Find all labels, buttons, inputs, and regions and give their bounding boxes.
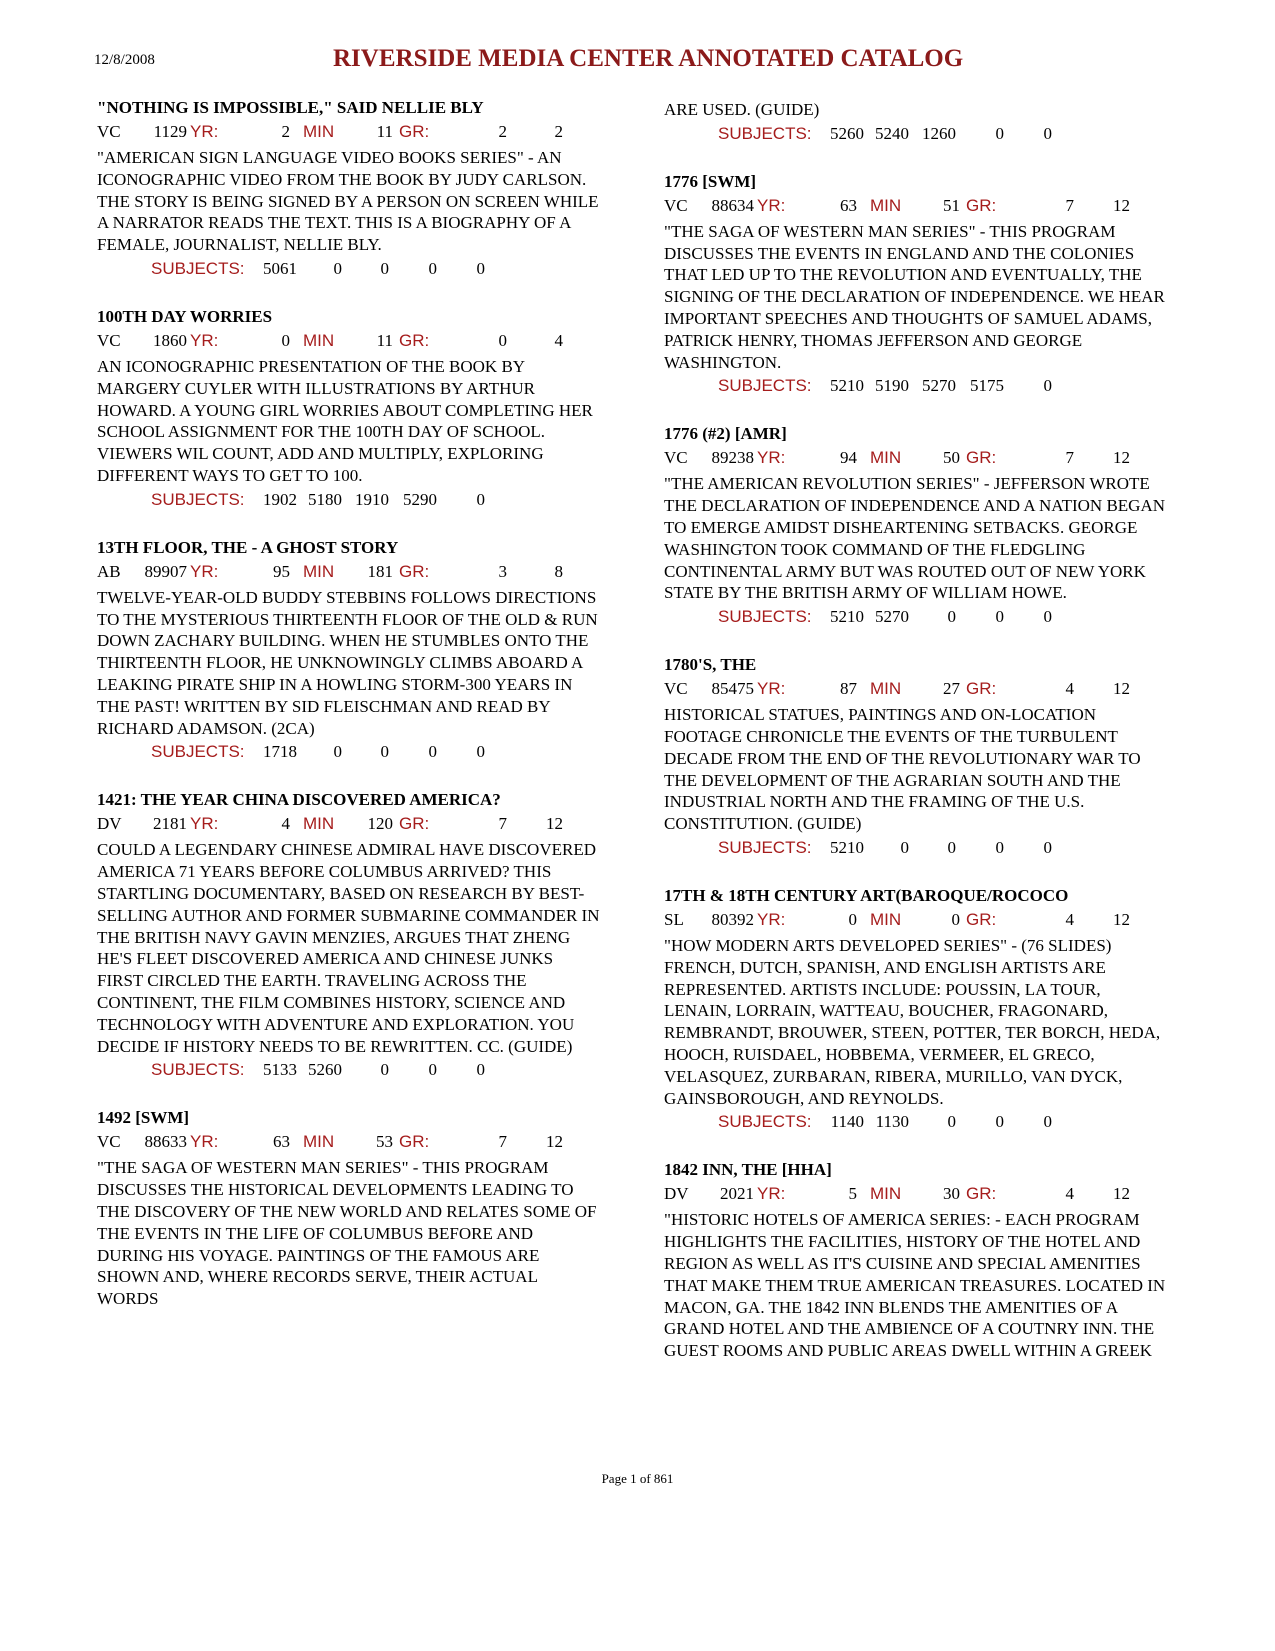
grade-from: 4: [1065, 909, 1074, 929]
entry-meta-row: [97, 1128, 602, 1155]
entry-meta-row: [664, 1180, 1169, 1207]
entry-meta-row: [97, 810, 602, 837]
yr-label: YR:: [190, 814, 219, 834]
entry-title: 1776 [SWM]: [664, 171, 757, 191]
entry-meta-row: [664, 192, 1169, 219]
grade-to: 12: [1113, 448, 1130, 468]
subject-code: 0: [947, 1112, 956, 1132]
grade-to: 12: [546, 814, 563, 834]
entry-meta-row: [664, 675, 1169, 702]
entry-spacer: [97, 513, 602, 537]
subject-code: 0: [476, 1060, 485, 1080]
subject-code: 5270: [875, 607, 909, 627]
yr-label: YR:: [190, 122, 219, 141]
grade-from: 4: [1065, 679, 1074, 699]
yr-label: YR:: [190, 1132, 219, 1152]
min-label: MIN: [870, 909, 902, 929]
catalog-entry: [97, 97, 602, 282]
format-code: DV: [97, 814, 122, 834]
format-code: VC: [664, 195, 688, 215]
subject-code: 0: [995, 123, 1004, 143]
format-code: VC: [97, 1132, 121, 1152]
subject-code: 5210: [830, 376, 864, 396]
yr-label: YR:: [190, 330, 219, 350]
grade-from: 4: [1065, 1184, 1074, 1204]
entry-title: "NOTHING IS IMPOSSIBLE," SAID NELLIE BLY: [97, 98, 484, 117]
entry-description: "HISTORIC HOTELS OF AMERICA SERIES: - EACH PROGRAM HIGHLIGHTS THE FACILITIES, HISTORY OF THE HOTEL AND REGION AS WELL AS IT'S CUISINE AND SPECIAL AMENITIES THAT MAKE THEM TRUE AMERICAN TREASURES. LOCATED IN MACON, GA. THE 1842 INN BLENDS THE AMENITIES OF A GRAND HOTEL AND THE AMBIENCE OF A COUTNRY INN. THE GUEST ROOMS AND PUBLIC AREAS DWELL WITHIN A GREEK: [664, 1210, 1166, 1361]
subject-code: 0: [995, 607, 1004, 627]
subjects-label: SUBJECTS:: [718, 1112, 812, 1132]
grade-from: 7: [1065, 448, 1074, 468]
yr-label: YR:: [757, 195, 786, 215]
entry-meta-row: [664, 444, 1169, 471]
subject-code: 0: [1043, 376, 1052, 396]
subject-code: 1910: [355, 489, 389, 509]
entry-title: 100TH DAY WORRIES: [97, 306, 273, 326]
subjects-label: SUBJECTS:: [718, 123, 812, 143]
subject-code: 5240: [875, 123, 909, 143]
catalog-entry: [664, 171, 1169, 400]
entry-description: "HOW MODERN ARTS DEVELOPED SERIES" - (76 SLIDES) FRENCH, DUTCH, SPANISH, AND ENGLISH ARTISTS ARE REPRESENTED. ARTISTS INCLUDE: POUSSIN, LA TOUR, LENAIN, LORRAIN, WATTEAU, BOUCHER, FRAGONARD, REMBRANDT, BROUWER, STEEN, POTTER, TER BORCH, HEDA, HOOCH, RUISDAEL, HOBBEMA, VERMEER, EL GRECO, VELASQUEZ, ZURBARAN, RIBERA, MURILLO, VAN DYCK, GAINSBOROUGH, AND REYNOLDS.: [664, 935, 1161, 1108]
year-value: 2: [281, 122, 290, 141]
yr-label: YR:: [757, 448, 786, 468]
subject-code: 1130: [875, 1112, 909, 1132]
year-value: 63: [840, 195, 857, 215]
entry-title: 1776 (#2) [AMR]: [664, 424, 787, 444]
subject-code: 5190: [875, 376, 909, 396]
entry-meta-row: [97, 327, 602, 354]
continued-entry: [664, 99, 1169, 147]
gr-label: GR:: [966, 909, 997, 929]
minutes-value: 27: [943, 679, 960, 699]
entry-title: 1421: THE YEAR CHINA DISCOVERED AMERICA?: [97, 790, 501, 810]
format-code: DV: [664, 1184, 689, 1204]
subject-code: 5260: [830, 123, 864, 143]
entry-description: ARE USED. (GUIDE): [664, 100, 820, 119]
gr-label: GR:: [399, 330, 430, 350]
gr-label: GR:: [966, 195, 997, 215]
year-value: 94: [840, 448, 857, 468]
catalog-id: 1860: [153, 330, 187, 350]
min-label: MIN: [303, 814, 335, 834]
year-value: 4: [281, 814, 290, 834]
gr-label: GR:: [399, 814, 430, 834]
catalog-entry: [97, 537, 602, 766]
entry-spacer: [97, 1083, 602, 1107]
gr-label: GR:: [966, 448, 997, 468]
min-label: MIN: [870, 1184, 902, 1204]
min-label: MIN: [870, 448, 902, 468]
grade-to: 4: [554, 330, 563, 350]
entry-meta-row: [97, 118, 602, 145]
entry-spacer: [664, 147, 1169, 171]
min-label: MIN: [870, 195, 902, 215]
entry-meta-row: [97, 558, 602, 585]
catalog-id: 80392: [711, 909, 754, 929]
left-column: [97, 97, 602, 1310]
yr-label: YR:: [757, 1184, 786, 1204]
subjects-row: [97, 487, 602, 513]
entry-title: 1492 [SWM]: [97, 1108, 190, 1128]
subject-code: 5210: [830, 607, 864, 627]
subject-code: 0: [1043, 1112, 1052, 1132]
entry-description: "AMERICAN SIGN LANGUAGE VIDEO BOOKS SERIES" - AN ICONOGRAPHIC VIDEO FROM THE BOOK BY JUDY CARLSON. THE STORY IS BEING SIGNED BY A PERSON ON SCREEN WHILE A NARRATOR READS THE TEXT. THIS IS A BIOGRAPHY OF A FEMALE, JOURNALIST, NELLIE BLY.: [97, 148, 599, 255]
subject-code: 0: [1043, 607, 1052, 627]
min-label: MIN: [303, 561, 335, 581]
subject-code: 1140: [830, 1112, 864, 1132]
entry-spacer: [664, 1135, 1169, 1159]
subject-code: 0: [995, 1112, 1004, 1132]
subjects-row: [664, 604, 1169, 630]
min-label: MIN: [870, 679, 902, 699]
year-value: 87: [840, 679, 857, 699]
entry-description: "THE AMERICAN REVOLUTION SERIES" - JEFFERSON WROTE THE DECLARATION OF INDEPENDENCE AND A NATION BEGAN TO EMERGE AMIDST DISHEARTENING SETBACKS. GEORGE WASHINGTON TOOK COMMAND OF THE FLEDGLING CONTINENTAL ARMY BUT WAS ROUTED OUT OF NEW YORK STATE BY THE BRITISH ARMY OF WILLIAM HOWE.: [664, 474, 1166, 603]
subjects-row: [97, 739, 602, 765]
grade-to: 8: [554, 561, 563, 581]
year-value: 5: [848, 1184, 857, 1204]
year-value: 63: [273, 1132, 290, 1152]
subjects-row: [664, 1109, 1169, 1135]
grade-from: 7: [1065, 195, 1074, 215]
subjects-label: SUBJECTS:: [151, 489, 245, 509]
catalog-id: 88633: [144, 1132, 187, 1152]
catalog-id: 1129: [153, 122, 187, 141]
entry-spacer: [97, 282, 602, 306]
page-number: Page 1 of 861: [601, 1471, 674, 1486]
entry-description: AN ICONOGRAPHIC PRESENTATION OF THE BOOK BY MARGERY CUYLER WITH ILLUSTRATIONS BY ARTHUR HOWARD. A YOUNG GIRL WORRIES ABOUT COMPLETING HER SCHOOL ASSIGNMENT FOR THE 100TH DAY OF SCHOOL. VIEWERS WIL COUNT, ADD AND MULTIPLY, EXPLORING DIFFERENT WAYS TO GET TO 100.: [97, 356, 593, 485]
entry-title: 1842 INN, THE [HHA]: [664, 1160, 832, 1180]
minutes-value: 0: [951, 909, 960, 929]
subject-code: 5180: [308, 489, 342, 509]
minutes-value: 51: [943, 195, 960, 215]
gr-label: GR:: [966, 679, 997, 699]
entry-spacer: [664, 861, 1169, 885]
catalog-entry: [97, 789, 602, 1083]
header-date: 12/8/2008: [94, 52, 155, 68]
entry-description: TWELVE-YEAR-OLD BUDDY STEBBINS FOLLOWS DIRECTIONS TO THE MYSTERIOUS THIRTEENTH FLOOR OF THE OLD & RUN DOWN ZACHARY BUILDING. WHEN HE STUMBLES ONTO THE THIRTEENTH FLOOR, HE UNKNOWINGLY CLIMBS ABOARD A LEAKING PIRATE SHIP IN A HOWLING STORM-300 YEARS IN THE PAST! WRITTEN BY SID FLEISCHMAN AND READ BY RICHARD ADAMSON. (2CA): [97, 587, 598, 738]
subject-code: 0: [947, 607, 956, 627]
entry-spacer: [664, 399, 1169, 423]
subject-code: 0: [947, 837, 956, 857]
entry-description: HISTORICAL STATUES, PAINTINGS AND ON-LOCATION FOOTAGE CHRONICLE THE EVENTS OF THE TURBULENT DECADE FROM THE END OF THE REVOLUTIONARY WAR TO THE DEVELOPMENT OF THE AGRARIAN SOUTH AND THE INDUSTRIAL NORTH AND THE FRAMING OF THE U.S. CONSTITUTION. (GUIDE): [664, 705, 1141, 834]
entry-meta-row: [664, 906, 1169, 933]
subjects-row: [97, 1057, 602, 1083]
subject-code: 0: [380, 1060, 389, 1080]
subject-code: 0: [476, 489, 485, 509]
format-code: VC: [97, 330, 121, 350]
grade-to: 12: [1113, 909, 1130, 929]
subjects-row: [664, 373, 1169, 399]
subject-code: 1902: [263, 489, 297, 509]
grade-to: 12: [1113, 1184, 1130, 1204]
subject-code: 0: [380, 742, 389, 762]
year-value: 95: [273, 561, 290, 581]
subjects-label: SUBJECTS:: [151, 742, 245, 762]
subject-code: 5133: [263, 1060, 297, 1080]
catalog-entry: [664, 885, 1169, 1135]
catalog-id: 89907: [144, 561, 187, 581]
entry-title: 13TH FLOOR, THE - A GHOST STORY: [97, 537, 399, 557]
minutes-value: 50: [943, 448, 960, 468]
subject-code: 5270: [922, 376, 956, 396]
catalog-id: 88634: [711, 195, 754, 215]
grade-from: 7: [498, 1132, 507, 1152]
catalog-entry: [664, 1159, 1169, 1362]
yr-label: YR:: [190, 561, 219, 581]
entry-description: "THE SAGA OF WESTERN MAN SERIES" - THIS PROGRAM DISCUSSES THE HISTORICAL DEVELOPMENTS LEADING TO THE DISCOVERY OF THE NEW WORLD AND RELATES SOME OF THE EVENTS IN THE LIFE OF COLUMBUS BEFORE AND DURING HIS VOYAGE. PAINTINGS OF THE FAMOUS ARE SHOWN AND, WHERE RECORDS SERVE, THEIR ACTUAL WORDS: [97, 1158, 597, 1309]
grade-from: 3: [498, 561, 507, 581]
subject-code: 0: [428, 742, 437, 762]
catalog-entry: [97, 1107, 602, 1310]
format-code: SL: [664, 909, 684, 929]
subject-code: 0: [476, 258, 485, 278]
catalog-entry: [664, 654, 1169, 861]
gr-label: GR:: [399, 1132, 430, 1152]
minutes-value: 181: [367, 561, 393, 581]
format-code: VC: [664, 448, 688, 468]
format-code: AB: [97, 561, 121, 581]
grade-from: 2: [498, 122, 507, 141]
gr-label: GR:: [966, 1184, 997, 1204]
minutes-value: 11: [376, 122, 393, 141]
catalog-id: 89238: [711, 448, 754, 468]
grade-to: 2: [554, 122, 563, 141]
subjects-row: [97, 256, 602, 282]
grade-from: 7: [498, 814, 507, 834]
entry-description: COULD A LEGENDARY CHINESE ADMIRAL HAVE DISCOVERED AMERICA 71 YEARS BEFORE COLUMBUS ARRIVED? THIS STARTLING DOCUMENTARY, BASED ON RESEARCH BY BEST-SELLING AUTHOR AND FORMER SUBMARINE COMMANDER IN THE BRITISH NAVY GAVIN MENZIES, ARGUES THAT ZHENG HE'S FLEET DISCOVERED AMERICA AND CHINESE JUNKS FIRST CIRCLED THE EARTH. TRAVELING ACROSS THE CONTINENT, THE FILM COMBINES HISTORY, SCIENCE AND TECHNOLOGY WITH ADVENTURE AND EXPLORATION. YOU DECIDE IF HISTORY NEEDS TO BE REWRITTEN. CC. (GUIDE): [97, 840, 600, 1056]
subject-code: 0: [1043, 123, 1052, 143]
subjects-label: SUBJECTS:: [718, 837, 812, 857]
subject-code: 1260: [922, 123, 956, 143]
yr-label: YR:: [757, 909, 786, 929]
header-title: RIVERSIDE MEDIA CENTER ANNOTATED CATALOG: [333, 45, 964, 72]
format-code: VC: [97, 122, 121, 141]
subject-code: 0: [333, 742, 342, 762]
subjects-label: SUBJECTS:: [718, 607, 812, 627]
catalog-entry: [97, 306, 602, 513]
subjects-row: [664, 835, 1169, 861]
grade-to: 12: [1113, 195, 1130, 215]
subject-code: 5061: [263, 258, 297, 278]
subject-code: 0: [428, 258, 437, 278]
grade-to: 12: [546, 1132, 563, 1152]
catalog-id: 85475: [711, 679, 754, 699]
subject-code: 0: [476, 742, 485, 762]
minutes-value: 53: [376, 1132, 393, 1152]
entry-title: 17TH & 18TH CENTURY ART(BAROQUE/ROCOCO: [664, 885, 1069, 905]
grade-from: 0: [498, 330, 507, 350]
subject-code: 0: [1043, 837, 1052, 857]
year-value: 0: [281, 330, 290, 350]
format-code: VC: [664, 679, 688, 699]
subject-code: 0: [428, 1060, 437, 1080]
subject-code: 5260: [308, 1060, 342, 1080]
minutes-value: 120: [367, 814, 393, 834]
catalog-id: 2181: [153, 814, 187, 834]
minutes-value: 30: [943, 1184, 960, 1204]
subject-code: 1718: [263, 742, 297, 762]
entry-description: "THE SAGA OF WESTERN MAN SERIES" - THIS PROGRAM DISCUSSES THE EVENTS IN ENGLAND AND THE COLONIES THAT LED UP TO THE REVOLUTION AND EVENTUALLY, THE SIGNING OF THE DECLARATION OF INDEPENDENCE. WE HEAR IMPORTANT SPEECHES AND THOUGHTS OF SAMUEL ADAMS, PATRICK HENRY, THOMAS JEFFERSON AND GEORGE WASHINGTON.: [664, 221, 1165, 372]
catalog-entry: [664, 423, 1169, 630]
subject-code: 5290: [403, 489, 437, 509]
right-column: [664, 97, 1169, 1362]
subjects-label: SUBJECTS:: [151, 1060, 245, 1080]
entry-spacer: [664, 630, 1169, 654]
subject-code: 0: [995, 837, 1004, 857]
entry-spacer: [97, 765, 602, 789]
subject-code: 0: [900, 837, 909, 857]
min-label: MIN: [303, 122, 335, 141]
subjects-label: SUBJECTS:: [718, 376, 812, 396]
entry-title: 1780'S, THE: [664, 655, 757, 675]
yr-label: YR:: [757, 679, 786, 699]
minutes-value: 11: [376, 330, 393, 350]
grade-to: 12: [1113, 679, 1130, 699]
min-label: MIN: [303, 1132, 335, 1152]
subject-code: 0: [380, 258, 389, 278]
gr-label: GR:: [399, 561, 430, 581]
subjects-row: [664, 121, 1169, 147]
subject-code: 5175: [970, 376, 1004, 396]
year-value: 0: [848, 909, 857, 929]
min-label: MIN: [303, 330, 335, 350]
subjects-label: SUBJECTS:: [151, 258, 245, 278]
gr-label: GR:: [399, 122, 430, 141]
subject-code: 5210: [830, 837, 864, 857]
catalog-id: 2021: [720, 1184, 754, 1204]
subject-code: 0: [333, 258, 342, 278]
